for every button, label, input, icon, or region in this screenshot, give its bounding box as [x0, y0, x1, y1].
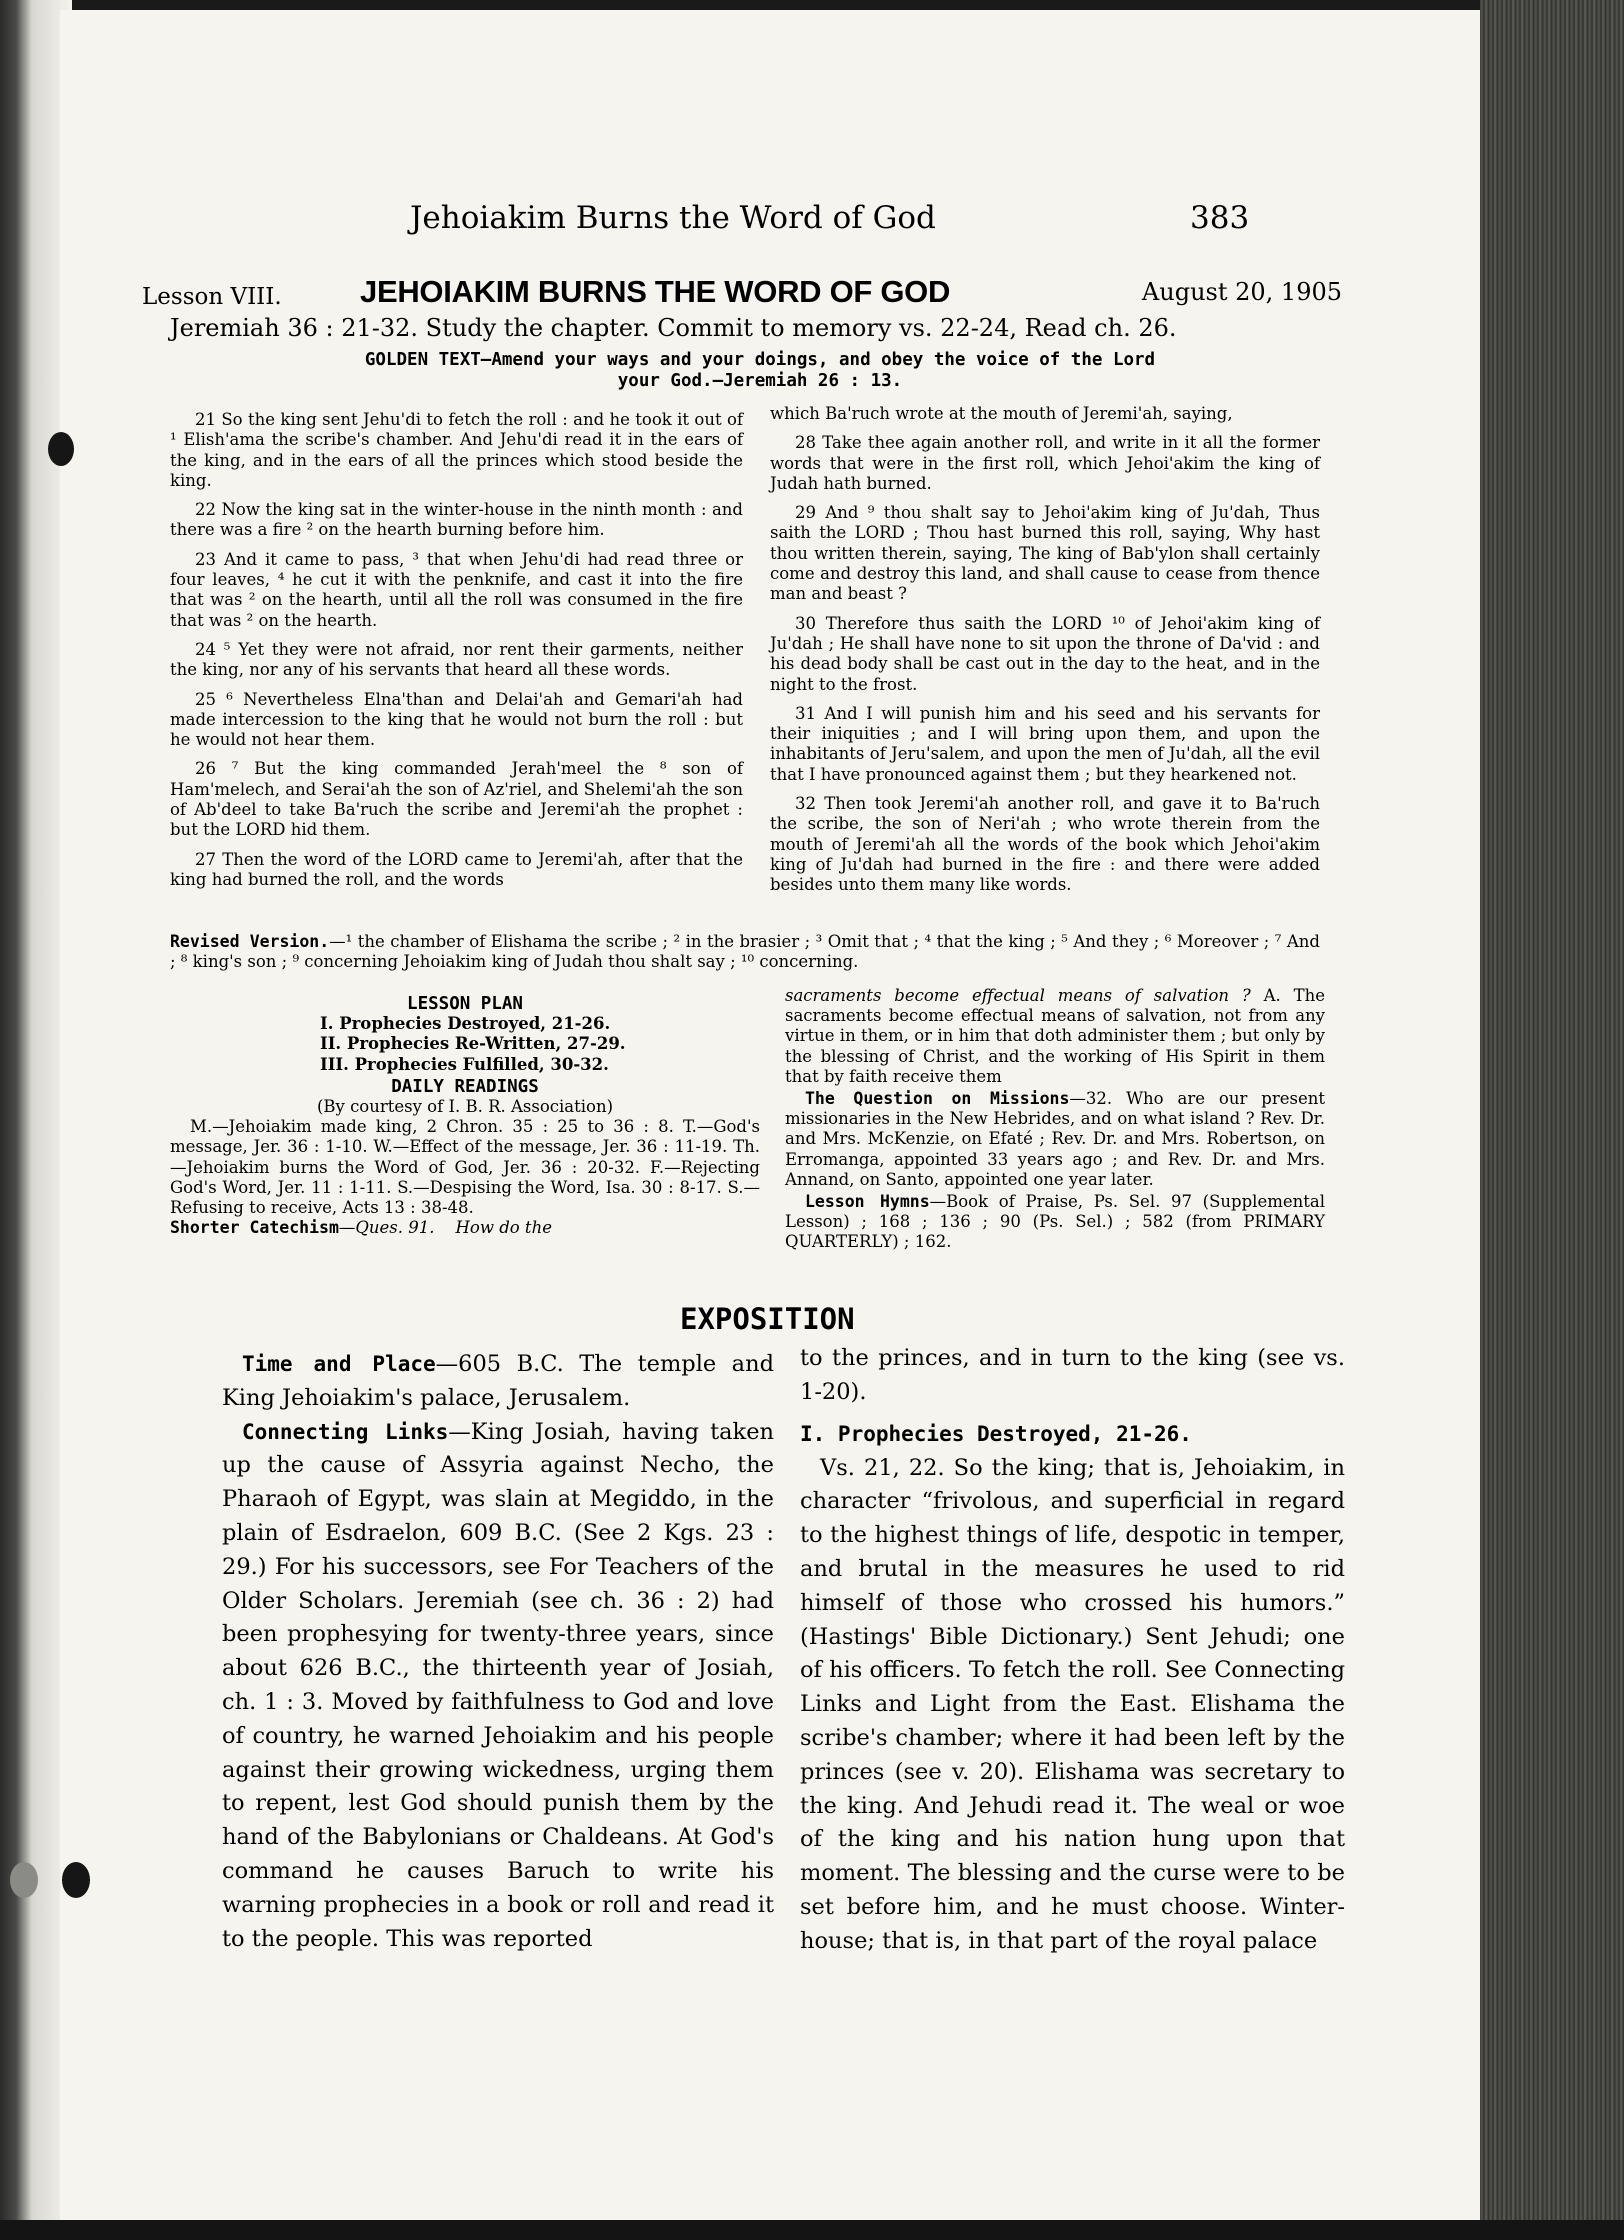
verse: 24 ⁵ Yet they were not afraid, nor rent their garments, neither the king, nor any of his servants that heard all these words.: [170, 639, 743, 680]
verse: which Ba'ruch wrote at the mouth of Jeremi'ah, saying,: [770, 404, 1233, 423]
revised-version: [170, 932, 1320, 972]
lesson-plan-column: [170, 994, 760, 1238]
bottom-edge: [0, 2220, 1624, 2240]
verse: 28 Take thee again another roll, and write in it all the former words that were in the first roll, which Jehoi'akim the king of Judah hath burned.: [770, 433, 1320, 493]
catechism-label: Shorter Catechism: [170, 1218, 339, 1238]
golden-text: [310, 350, 1210, 392]
connecting-links-text: —King Josiah, having taken up the cause of Assyria against Necho, the Pharaoh of Egypt, was slain at Megiddo, in the plain of Esdraelon, 609 B.C. (See 2 Kgs. 23 : 29.) For his successors, see For Teachers of the Older Scholars. Jeremiah (see ch. 36 : 2) had been prophesying for twenty-three years, since about 626 B.C., the thirteenth year of Josiah, ch. 1 : 3. Moved by faithfulness to God and love of country, he warned Jehoiakim and his people against their growing wickedness, urging them to repent, lest God should punish them by the hand of the Babylonians or Chaldeans. At God's command he causes Baruch to write his warning prophecies in a book or roll and read it to the people. This was reported: [222, 1418, 774, 1952]
binder-hole-bottom: [62, 1862, 90, 1898]
verse: 22 Now the king sat in the winter-house in the ninth month : and there was a fire ² on the hearth burning before him.: [170, 500, 743, 540]
running-title: Jehoiakim Burns the Word of God: [410, 200, 936, 236]
binder-hole-top: [48, 432, 74, 466]
catechism-question-start: How do the: [455, 1218, 552, 1238]
page-stack-edge: [1480, 0, 1624, 2240]
catechism-answer: A. The sacraments become effectual means of salvation, not from any virtue in them, or in him that doth administer them ; but only by the blessing of Christ, and the working of His Spirit in them that by faith receive them: [785, 986, 1325, 1086]
daily-readings-courtesy: (By courtesy of I. B. R. Association): [316, 1097, 614, 1117]
catechism-start: [170, 1218, 760, 1238]
binder-hole-edge: [10, 1862, 38, 1898]
missions-text: —32. Who are our present missionaries in the New Hebrides, and on what island ? Rev. Dr. and Mrs. McKenzie, on Efaté ; Rev. Dr. and Mrs. Robertson, on Erromanga, appointed 33 years ago ; and Rev. Dr. and Mrs. Annand, on Santo, appointed one year later.: [785, 1089, 1325, 1189]
exposition-right-column: [800, 1342, 1345, 1959]
exposition-left-column: [222, 1348, 774, 1956]
page-number: 383: [1190, 200, 1250, 236]
section-heading: I. Prophecies Destroyed, 21-26.: [800, 1421, 1192, 1446]
scripture-reference: Jeremiah 36 : 21-32. Study the chapter. Commit to memory vs. 22-24, Read ch. 26.: [170, 314, 1177, 342]
lesson-label: Lesson VIII.: [142, 284, 282, 310]
exposition-heading: EXPOSITION: [680, 1302, 855, 1336]
verses-left-column: [170, 410, 743, 899]
verse: 27 Then the word of the LORD came to Jeremi'ah, after that the king had burned the roll, and the words: [170, 849, 743, 889]
left-binding-edge: [0, 0, 32, 2240]
connecting-links-label: Connecting Links: [242, 1419, 449, 1444]
verse: 26 ⁷ But the king commanded Jerah'meel the ⁸ son of Ham'melech, and Serai'ah the son of Az'riel, and Shelemi'ah the son of Ab'deel to take Ba'ruch the scribe and Jeremi'ah the prophet : but the LORD hid them.: [170, 759, 743, 840]
verse: 32 Then took Jeremi'ah another roll, and gave it to Ba'ruch the scribe, the son of Neri'ah ; who wrote therein from the mouth of Jeremi'ah all the words of the book which Jehoi'akim king of Ju'dah had burned in the fire : and there were added besides unto them many like words.: [770, 794, 1320, 895]
exposition-continued: to the princes, and in turn to the king (see vs. 1-20).: [800, 1345, 1345, 1405]
lesson-title: JEHOIAKIM BURNS THE WORD OF GOD: [360, 274, 951, 309]
lesson-plan-item: I. Prophecies Destroyed, 21-26.: [320, 1014, 611, 1034]
section-text: Vs. 21, 22. So the king; that is, Jehoiakim, in character “frivolous, and superficial in regard to the highest things of life, despotic in temper, and brutal in the measures he used to rid himself of those who crossed his humors.” (Hastings' Bible Dictionary.) Sent Jehudi; one of his officers. To fetch the roll. See Connecting Links and Light from the East. Elishama the scribe's chamber; where it had been left by the princes (see v. 20). Elishama was secretary to the king. And Jehudi read it. The weal or woe of the king and his nation hung upon that moment. The blessing and the curse were to be set before him, and he must choose. Winter-house; that is, in that part of the royal palace: [800, 1454, 1345, 1954]
revised-version-text: —¹ the chamber of Elishama the scribe ; ² in the brasier ; ³ Omit that ; ⁴ that the king ; ⁵ And they ; ⁶ Moreover ; ⁷ And ; ⁸ king's son ; ⁹ concerning Jehoiakim king of Judah thou shalt say ; ¹⁰ concerning.: [170, 932, 1320, 971]
daily-readings-text: M.—Jehoiakim made king, 2 Chron. 35 : 25 to 36 : 8. T.—God's message, Jer. 36 : 1-10. W.—Effect of the message, Jer. 36 : 11-19. Th.—Jehoiakim burns the Word of God, Jer. 36 : 20-32. F.—Rejecting God's Word, Jer. 11 : 1-11. S.—Despising the Word, Isa. 30 : 8-17. S.—Refusing to receive, Acts 13 : 38-48.: [170, 1117, 760, 1218]
hymns-text: —Book of Praise, Ps. Sel. 97 (Supplemental Lesson) ; 168 ; 136 ; 90 (Ps. Sel.) ; 582 (from PRIMARY QUARTERLY) ; 162.: [785, 1192, 1325, 1252]
verse: 23 And it came to pass, ³ that when Jehu'di had read three or four leaves, ⁴ he cut it with the penknife, and cast it into the fire that was ² on the hearth, until all the roll was consumed in the fire that was ² on the hearth.: [170, 549, 743, 630]
verse: 21 So the king sent Jehu'di to fetch the roll : and he took it out of ¹ Elish'ama the scribe's chamber. And Jehu'di read it in the ears of the king, and in the ears of all the princes which stood beside the king.: [170, 410, 743, 490]
golden-text-line: GOLDEN TEXT—Amend your ways and your doings, and obey the voice of the Lord: [364, 350, 1156, 370]
missions-label: The Question on Missions: [805, 1089, 1070, 1109]
time-place-paragraph: [222, 1348, 774, 1416]
connecting-links-paragraph: [222, 1416, 774, 1957]
hymns-paragraph: [785, 1192, 1325, 1253]
daily-readings-heading: DAILY READINGS: [391, 1076, 539, 1097]
missions-paragraph: [785, 1089, 1325, 1190]
verses-right-column: [770, 404, 1320, 905]
catechism-question-end: sacraments become effectual means of salvation ?: [785, 986, 1251, 1005]
lesson-plan-item: II. Prophecies Re-Written, 27-29.: [320, 1034, 626, 1054]
lesson-header: [142, 274, 1342, 318]
catechism-ques: —Ques. 91.: [338, 1218, 435, 1238]
verse: 31 And I will punish him and his seed and his servants for their iniquities ; and I will bring upon them, and upon the inhabitants of Jeru'salem, and upon the men of Ju'dah, all the evil that I have pronounced against them ; but they hearkened not.: [770, 703, 1320, 784]
verse: 30 Therefore thus saith the LORD ¹⁰ of Jehoi'akim king of Ju'dah ; He shall have none to sit upon the throne of Da'vid : and his dead body shall be cast out in the day to the heat, and in the night to the frost.: [770, 613, 1320, 694]
time-place-label: Time and Place: [242, 1352, 436, 1376]
verse: 29 And ⁹ thou shalt say to Jehoi'akim king of Ju'dah, Thus saith the LORD ; Thou hast burned this roll, saying, Why hast thou written therein, saying, The king of Bab'ylon shall certainly come and destroy this land, and shall cause to cease from thence man and beast ?: [770, 503, 1320, 604]
lesson-plan-item: III. Prophecies Fulfilled, 30-32.: [320, 1054, 609, 1074]
notes-right-column: [785, 986, 1325, 1255]
hymns-label: Lesson Hymns: [805, 1192, 930, 1212]
lesson-plan-heading: LESSON PLAN: [407, 994, 523, 1014]
revised-version-label: Revised Version.: [170, 932, 330, 951]
golden-text-line: your God.—Jeremiah 26 : 13.: [617, 371, 903, 391]
catechism-continued: [785, 986, 1325, 1087]
time-place-text: —605 B.C. The temple and King Jehoiakim's palace, Jerusalem.: [222, 1351, 774, 1411]
verse: 25 ⁶ Nevertheless Elna'than and Delai'ah and Gemari'ah had made intercession to the king that he would not burn the roll : but he would not hear them.: [170, 689, 743, 750]
lesson-date: August 20, 1905: [1141, 278, 1342, 306]
